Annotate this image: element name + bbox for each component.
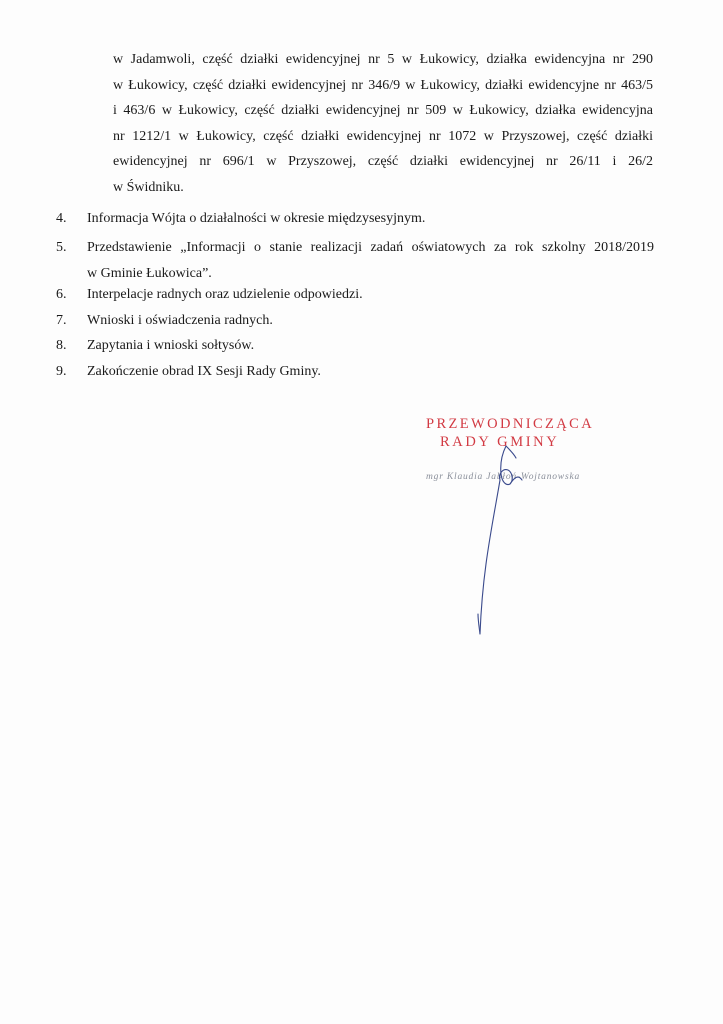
agenda-item-text <box>87 282 654 308</box>
agenda-item-line: Interpelacje radnych oraz udzielenie odpowiedzi. <box>87 287 363 302</box>
chairperson-stamp <box>410 414 610 654</box>
agenda-item-number: 9. <box>56 364 67 379</box>
continuation-line: nr 1212/1 w Łukowicy, część działki ewidencyjnej nr 1072 w Przyszowej, część działki <box>113 128 653 144</box>
agenda-item-number: 7. <box>56 313 67 328</box>
stamp-name-line: mgr Klaudia Jabłoń-Wojtanowska <box>426 472 581 482</box>
stamp-title-line: PRZEWODNICZĄCA <box>426 416 595 432</box>
agenda-item-text <box>87 235 654 286</box>
stamp-council-line: RADY GMINY <box>440 434 560 450</box>
agenda-item-number: 8. <box>56 338 67 353</box>
agenda-item-number: 6. <box>56 287 67 302</box>
continuation-line: w Świdniku. <box>113 179 184 195</box>
agenda-continuation <box>113 47 653 200</box>
agenda-item-line: Zapytania i wnioski sołtysów. <box>87 338 255 353</box>
agenda-item-line: Wnioski i oświadczenia radnych. <box>87 313 273 328</box>
continuation-line: w Jadamwoli, część działki ewidencyjnej nr 5 w Łukowicy, działka ewidencyjna nr 290 <box>113 52 653 67</box>
agenda-item-text <box>87 333 654 359</box>
agenda-item-line: Przedstawienie „Informacji o stanie realizacji zadań oświatowych za rok szkolny 2018/2019 <box>87 240 654 255</box>
continuation-line: i 463/6 w Łukowicy, część działki ewidencyjnej nr 509 w Łukowicy, działka ewidencyjna <box>113 103 653 118</box>
continuation-line: w Łukowicy, część działki ewidencyjnej nr 346/9 w Łukowicy, działki ewidencyjne nr 463/5 <box>113 77 653 93</box>
agenda-item-number: 4. <box>56 211 67 226</box>
agenda-item-line: Informacja Wójta o działalności w okresie międzysesyjnym. <box>87 211 426 226</box>
agenda-item-line: Zakończenie obrad IX Sesji Rady Gminy. <box>87 364 321 379</box>
agenda-item-text <box>87 308 654 334</box>
agenda-item-line: w Gminie Łukowica”. <box>87 265 212 281</box>
agenda-item-text <box>87 206 654 232</box>
agenda-item-number: 5. <box>56 240 67 255</box>
agenda-item-text <box>87 359 654 385</box>
continuation-line: ewidencyjnej nr 696/1 w Przyszowej, część działki ewidencyjnej nr 26/11 i 26/2 <box>113 154 653 169</box>
